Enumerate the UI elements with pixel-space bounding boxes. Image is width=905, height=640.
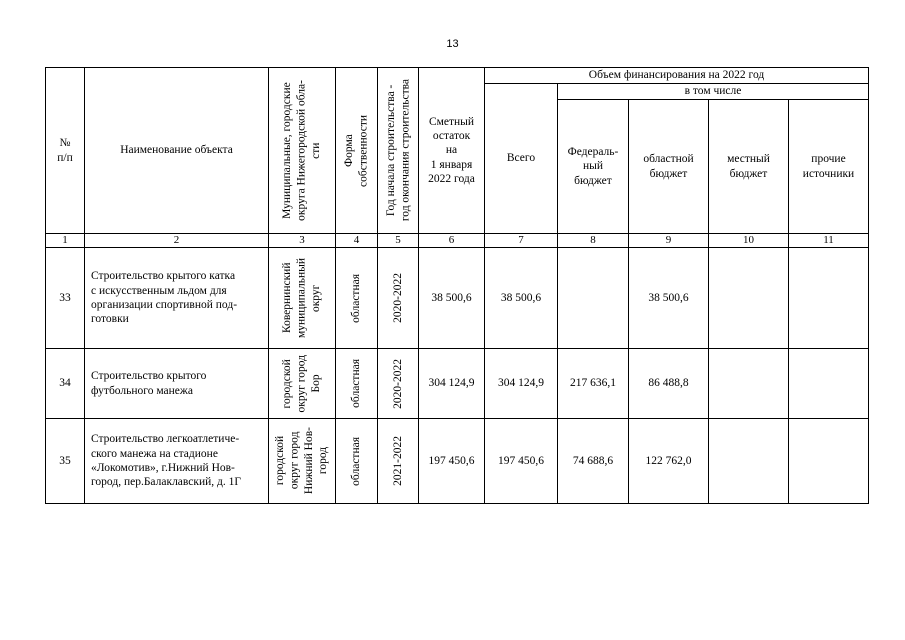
row-number: 35	[46, 419, 85, 504]
header-regional: областной бюджет	[629, 100, 709, 234]
object-name: Строительство легкоатлетиче- ского манежа на стадионе «Локомотив», г.Нижний Нов- город, пер.Балаклавский, д. 1Г	[85, 419, 269, 504]
header-financing-group: Объем финансирования на 2022 год	[485, 68, 869, 84]
local-budget	[709, 248, 789, 349]
header-years: Год начала строительства - год окончания строительства	[378, 68, 419, 234]
table-row	[46, 248, 869, 349]
local-budget	[709, 349, 789, 419]
header-estimated-balance: Сметный остаток на 1 января 2022 года	[419, 68, 485, 234]
column-number-row	[46, 234, 869, 248]
table-row	[46, 349, 869, 419]
regional-budget: 38 500,6	[629, 248, 709, 349]
federal-budget: 217 636,1	[558, 349, 629, 419]
ownership: областная	[336, 419, 378, 504]
column-number: 3	[269, 234, 336, 248]
federal-budget	[558, 248, 629, 349]
row-number: 34	[46, 349, 85, 419]
financing-table	[45, 67, 869, 504]
estimated-balance: 197 450,6	[419, 419, 485, 504]
header-local: местный бюджет	[709, 100, 789, 234]
municipality: городской округ город Бор	[269, 349, 336, 419]
header-total: Всего	[485, 84, 558, 234]
estimated-balance: 38 500,6	[419, 248, 485, 349]
column-number: 9	[629, 234, 709, 248]
header-including: в том числе	[558, 84, 869, 100]
ownership: областная	[336, 349, 378, 419]
regional-budget: 86 488,8	[629, 349, 709, 419]
column-number: 2	[85, 234, 269, 248]
total-amount: 197 450,6	[485, 419, 558, 504]
municipality: городской округ город Нижний Нов- город	[269, 419, 336, 504]
column-number: 7	[485, 234, 558, 248]
ownership: областная	[336, 248, 378, 349]
header-object-name: Наименование объекта	[85, 68, 269, 234]
total-amount: 38 500,6	[485, 248, 558, 349]
page-number: 13	[446, 38, 459, 50]
construction-years: 2020-2022	[378, 349, 419, 419]
local-budget	[709, 419, 789, 504]
regional-budget: 122 762,0	[629, 419, 709, 504]
column-number: 4	[336, 234, 378, 248]
header-municipality: Муниципальные, городские округа Нижегородской обла- сти	[269, 68, 336, 234]
other-sources	[789, 248, 869, 349]
column-number: 5	[378, 234, 419, 248]
header-number: № п/п	[46, 68, 85, 234]
table-row	[46, 419, 869, 504]
header-other: прочие источники	[789, 100, 869, 234]
total-amount: 304 124,9	[485, 349, 558, 419]
column-number: 6	[419, 234, 485, 248]
construction-years: 2020-2022	[378, 248, 419, 349]
column-number: 8	[558, 234, 629, 248]
row-number: 33	[46, 248, 85, 349]
municipality: Ковернинский муниципальный округ	[269, 248, 336, 349]
column-number: 10	[709, 234, 789, 248]
header-row-1	[46, 68, 869, 84]
estimated-balance: 304 124,9	[419, 349, 485, 419]
header-ownership: Форма собственности	[336, 68, 378, 234]
header-federal: Федераль- ный бюджет	[558, 100, 629, 234]
federal-budget: 74 688,6	[558, 419, 629, 504]
other-sources	[789, 349, 869, 419]
object-name: Строительство крытого футбольного манежа	[85, 349, 269, 419]
other-sources	[789, 419, 869, 504]
construction-years: 2021-2022	[378, 419, 419, 504]
object-name: Строительство крытого катка с искусственным льдом для организации спортивной под- готовки	[85, 248, 269, 349]
column-number: 1	[46, 234, 85, 248]
column-number: 11	[789, 234, 869, 248]
